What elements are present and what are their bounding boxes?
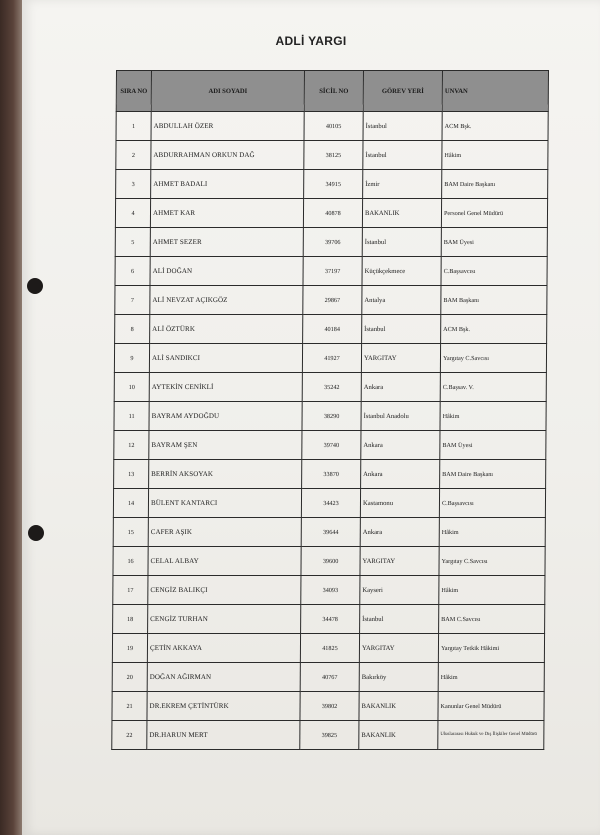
cell-sicil: 37197 bbox=[303, 257, 362, 286]
cell-no: 3 bbox=[116, 170, 151, 199]
cell-unvan: Uluslararası Hukuk ve Dış İlişkiler Genel Müdürü bbox=[438, 721, 544, 750]
cell-unvan: Yargıtay C.Savcısı bbox=[440, 344, 546, 373]
cell-unvan: BAM Daire Başkanı bbox=[440, 460, 546, 489]
cell-sicil: 40184 bbox=[303, 315, 362, 344]
personnel-table bbox=[111, 70, 549, 750]
table-row bbox=[115, 228, 547, 257]
cell-name: DR.HARUN MERT bbox=[147, 721, 300, 750]
cell-name: ABDULLAH ÖZER bbox=[151, 112, 304, 141]
cell-sicil: 41927 bbox=[302, 344, 361, 373]
cell-unvan: Hâkim bbox=[442, 141, 548, 170]
cell-no: 5 bbox=[115, 228, 150, 257]
cell-no: 2 bbox=[116, 141, 151, 170]
cell-name: AHMET KAR bbox=[150, 199, 303, 228]
punch-hole bbox=[27, 278, 43, 294]
cell-unvan: BAM Üyesi bbox=[440, 431, 546, 460]
cell-no: 1 bbox=[116, 112, 151, 141]
cell-unvan: Hâkim bbox=[438, 663, 544, 692]
cell-sicil: 29867 bbox=[303, 286, 362, 315]
cell-name: ALİ SANDIKCI bbox=[149, 344, 302, 373]
header-sicil-no: SİCİL NO bbox=[304, 71, 363, 112]
cell-no: 10 bbox=[114, 373, 149, 402]
cell-unvan: C.Başsav. V. bbox=[440, 373, 546, 402]
cell-gorev: Ankara bbox=[361, 373, 440, 402]
cell-sicil: 35242 bbox=[302, 373, 361, 402]
cell-sicil: 41825 bbox=[300, 634, 359, 663]
cell-no: 12 bbox=[114, 431, 149, 460]
cell-gorev: İstanbul bbox=[363, 112, 442, 141]
cell-gorev: Kayseri bbox=[360, 576, 439, 605]
table-row bbox=[116, 141, 548, 170]
cell-gorev: İstanbul Anadolu bbox=[361, 402, 440, 431]
cell-no: 18 bbox=[113, 605, 148, 634]
cell-unvan: ACM Bşk. bbox=[442, 112, 548, 141]
cell-name: ALİ DOĞAN bbox=[150, 257, 303, 286]
table-row bbox=[112, 692, 544, 721]
cell-gorev: İzmir bbox=[363, 170, 442, 199]
table-row bbox=[113, 518, 545, 547]
table-row bbox=[116, 170, 548, 199]
cell-gorev: İstanbul bbox=[360, 605, 439, 634]
desk-background bbox=[0, 0, 22, 835]
cell-sicil: 39706 bbox=[303, 228, 362, 257]
cell-gorev: BAKANLIK bbox=[359, 692, 438, 721]
cell-name: BAYRAM ŞEN bbox=[149, 431, 302, 460]
cell-sicil: 34423 bbox=[301, 489, 360, 518]
cell-unvan: Yargıtay Tetkik Hâkimi bbox=[438, 634, 544, 663]
cell-unvan: Kanunlar Genel Müdürü bbox=[438, 692, 544, 721]
table-row bbox=[115, 315, 547, 344]
table-row bbox=[115, 286, 547, 315]
header-gorev-yeri: GÖREV YERİ bbox=[363, 71, 442, 112]
table-row bbox=[114, 402, 546, 431]
cell-unvan: ACM Bşk. bbox=[441, 315, 547, 344]
cell-no: 15 bbox=[113, 518, 148, 547]
cell-name: DOĞAN AĞIRMAN bbox=[147, 663, 300, 692]
personnel-table-container bbox=[111, 70, 537, 750]
document-title: ADLİ YARGI bbox=[275, 34, 347, 48]
cell-no: 21 bbox=[112, 692, 147, 721]
cell-name: BERRİN AKSOYAK bbox=[149, 460, 302, 489]
cell-sicil: 39600 bbox=[301, 547, 360, 576]
table-row bbox=[113, 605, 545, 634]
cell-name: DR.EKREM ÇETİNTÜRK bbox=[147, 692, 300, 721]
table-row bbox=[115, 257, 547, 286]
table-row bbox=[113, 547, 545, 576]
cell-name: AHMET SEZER bbox=[150, 228, 303, 257]
cell-no: 19 bbox=[112, 634, 147, 663]
cell-no: 6 bbox=[115, 257, 150, 286]
cell-gorev: İstanbul bbox=[363, 141, 442, 170]
cell-no: 4 bbox=[115, 199, 150, 228]
table-row bbox=[114, 431, 546, 460]
cell-name: AYTEKİN CENİKLİ bbox=[149, 373, 302, 402]
table-row bbox=[112, 721, 544, 750]
cell-name: BÜLENT KANTARCI bbox=[148, 489, 301, 518]
cell-gorev: Antalya bbox=[362, 286, 441, 315]
table-row bbox=[114, 460, 546, 489]
cell-no: 20 bbox=[112, 663, 147, 692]
cell-gorev: Ankara bbox=[361, 431, 440, 460]
cell-gorev: BAKANLIK bbox=[362, 199, 441, 228]
cell-gorev: İstanbul bbox=[362, 228, 441, 257]
cell-sicil: 34093 bbox=[301, 576, 360, 605]
header-adi-soyadi: ADI SOYADI bbox=[151, 71, 304, 112]
table-row bbox=[115, 199, 547, 228]
cell-sicil: 39740 bbox=[302, 431, 361, 460]
cell-no: 13 bbox=[114, 460, 149, 489]
cell-unvan: Hâkim bbox=[439, 518, 545, 547]
cell-sicil: 40767 bbox=[300, 663, 359, 692]
cell-sicil: 39644 bbox=[301, 518, 360, 547]
cell-no: 9 bbox=[114, 344, 149, 373]
header-sira-no: SIRA NO bbox=[116, 71, 151, 112]
cell-name: BAYRAM AYDOĞDU bbox=[149, 402, 302, 431]
cell-sicil: 33870 bbox=[302, 460, 361, 489]
cell-gorev: BAKANLIK bbox=[359, 721, 438, 750]
table-row bbox=[116, 112, 548, 141]
cell-gorev: YARGITAY bbox=[359, 634, 438, 663]
cell-unvan: BAM Daire Başkanı bbox=[442, 170, 548, 199]
cell-name: CAFER AŞIK bbox=[148, 518, 301, 547]
cell-sicil: 34478 bbox=[301, 605, 360, 634]
cell-gorev: İstanbul bbox=[362, 315, 441, 344]
cell-gorev: YARGITAY bbox=[361, 344, 440, 373]
cell-unvan: Yargıtay C.Savcısı bbox=[439, 547, 545, 576]
cell-sicil: 34915 bbox=[304, 170, 363, 199]
cell-sicil: 38290 bbox=[302, 402, 361, 431]
cell-name: CENGİZ BALIKÇI bbox=[148, 576, 301, 605]
cell-no: 16 bbox=[113, 547, 148, 576]
cell-gorev: Kastamonu bbox=[360, 489, 439, 518]
table-header-row bbox=[116, 71, 548, 112]
cell-unvan: Hâkim bbox=[439, 576, 545, 605]
cell-name: CENGİZ TURHAN bbox=[148, 605, 301, 634]
cell-gorev: Küçükçekmece bbox=[362, 257, 441, 286]
cell-sicil: 39802 bbox=[300, 692, 359, 721]
cell-gorev: Bakırköy bbox=[359, 663, 438, 692]
cell-sicil: 40878 bbox=[303, 199, 362, 228]
punch-hole bbox=[28, 525, 44, 541]
cell-no: 7 bbox=[115, 286, 150, 315]
cell-name: AHMET BADALI bbox=[151, 170, 304, 199]
header-unvan: UNVAN bbox=[442, 71, 548, 112]
table-row bbox=[112, 634, 544, 663]
cell-sicil: 38125 bbox=[304, 141, 363, 170]
table-row bbox=[113, 576, 545, 605]
cell-sicil: 40105 bbox=[304, 112, 363, 141]
cell-unvan: Personel Genel Müdürü bbox=[441, 199, 547, 228]
cell-no: 14 bbox=[113, 489, 148, 518]
cell-name: CELAL ALBAY bbox=[148, 547, 301, 576]
cell-no: 22 bbox=[112, 721, 147, 750]
table-row bbox=[112, 663, 544, 692]
cell-name: ALİ ÖZTÜRK bbox=[150, 315, 303, 344]
table-row bbox=[113, 489, 545, 518]
cell-gorev: Ankara bbox=[361, 460, 440, 489]
cell-gorev: YARGITAY bbox=[360, 547, 439, 576]
cell-sicil: 39825 bbox=[300, 721, 359, 750]
cell-no: 11 bbox=[114, 402, 149, 431]
cell-no: 17 bbox=[113, 576, 148, 605]
cell-name: ABDURRAHMAN ORKUN DAĞ bbox=[151, 141, 304, 170]
cell-unvan: C.Başsavcısı bbox=[441, 257, 547, 286]
cell-name: ALİ NEVZAT AÇIKGÖZ bbox=[150, 286, 303, 315]
table-row bbox=[114, 373, 546, 402]
cell-unvan: C.Başsavcısı bbox=[439, 489, 545, 518]
cell-unvan: BAM Üyesi bbox=[441, 228, 547, 257]
cell-unvan: Hâkim bbox=[440, 402, 546, 431]
cell-unvan: BAM C.Savcısı bbox=[439, 605, 545, 634]
cell-name: ÇETİN AKKAYA bbox=[147, 634, 300, 663]
cell-unvan: BAM Başkanı bbox=[441, 286, 547, 315]
table-row bbox=[114, 344, 546, 373]
cell-no: 8 bbox=[115, 315, 150, 344]
cell-gorev: Ankara bbox=[360, 518, 439, 547]
